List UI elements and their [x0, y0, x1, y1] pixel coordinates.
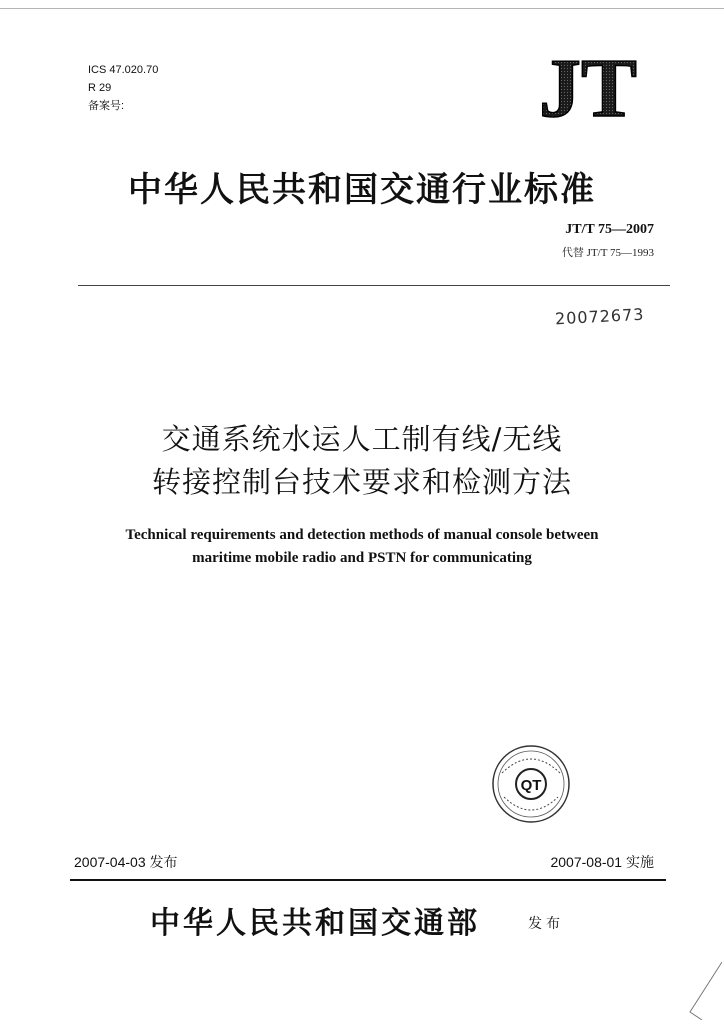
page-corner-fold	[672, 960, 722, 1020]
jt-logo-text: JT	[538, 52, 638, 122]
replaces-standard: 代替 JT/T 75—1993	[561, 247, 654, 259]
seal-icon	[490, 743, 572, 825]
ccs-code: R 29	[88, 82, 112, 94]
seal-text: QT	[520, 777, 542, 794]
ics-code: ICS 47.020.70	[88, 64, 159, 76]
cn-title-line-2: 转接控制台技术要求和检测方法	[151, 465, 572, 499]
standard-code: JT/T 75—2007	[565, 222, 654, 237]
standard-category-title: 中华人民共和国交通行业标准	[128, 170, 596, 210]
header-divider	[78, 285, 670, 286]
stamp-number: 20072673	[554, 304, 645, 329]
footer-divider	[70, 879, 666, 881]
record-number-label: 备案号:	[88, 100, 125, 112]
top-border-line	[0, 8, 724, 9]
publish-label: 发布	[528, 916, 564, 932]
issue-date: 2007-04-03 发布	[74, 854, 178, 870]
en-title-line-2: maritime mobile radio and PSTN for communicating	[192, 550, 532, 566]
cn-title-line-1: 交通系统水运人工制有线/无线	[161, 422, 563, 456]
jt-logo	[515, 52, 661, 122]
implementation-date: 2007-08-01 实施	[550, 854, 654, 870]
en-title-line-1: Technical requirements and detection methods of manual console between	[125, 527, 599, 543]
publisher: 中华人民共和国交通部	[150, 906, 480, 941]
